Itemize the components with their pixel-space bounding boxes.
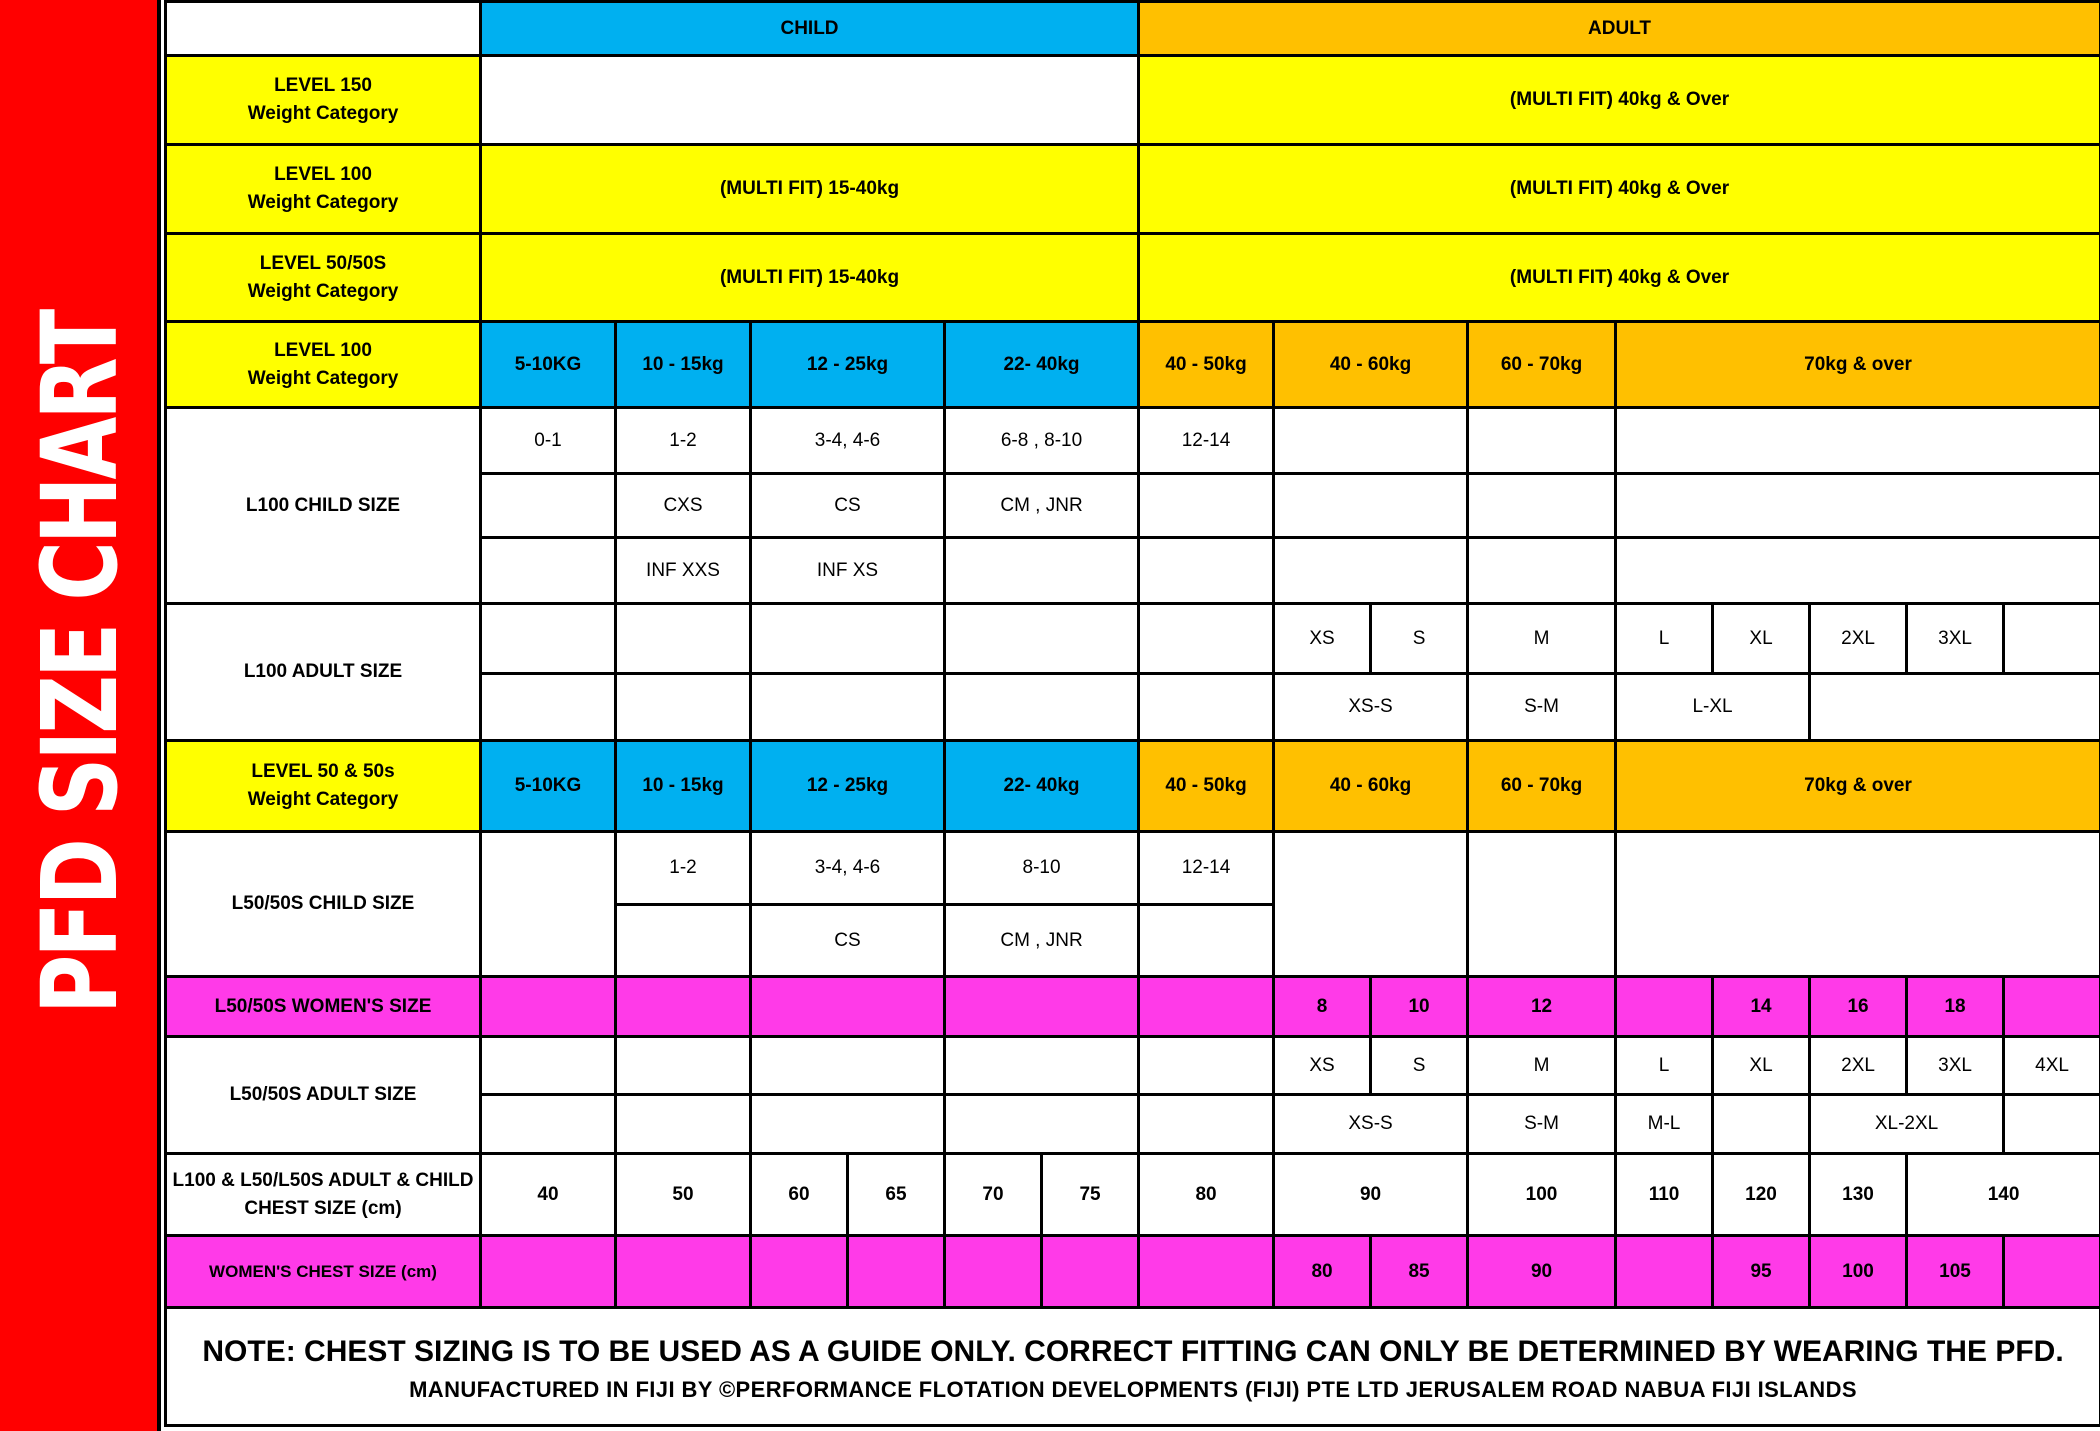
level50-weight-row	[166, 741, 2100, 832]
empty-cell	[1616, 832, 2100, 977]
empty-cell	[751, 1095, 945, 1154]
empty-cell	[616, 1095, 751, 1154]
size-cell: CS	[751, 474, 945, 538]
size-cell: CS	[751, 905, 945, 977]
empty-cell	[616, 1037, 751, 1095]
empty-cell	[481, 604, 616, 674]
level100-multi-child: (MULTI FIT) 15-40kg	[481, 145, 1139, 234]
empty-cell	[2004, 1236, 2100, 1308]
l100-adult-row-1	[166, 604, 2100, 674]
size-cell: XL	[1713, 604, 1810, 674]
chest-cell: 75	[1042, 1154, 1139, 1236]
empty-cell	[481, 474, 616, 538]
size-cell: S-M	[1468, 674, 1616, 741]
level100-multi-adult: (MULTI FIT) 40kg & Over	[1139, 145, 2100, 234]
women-chest-cell: 100	[1810, 1236, 1907, 1308]
level50-multi-row	[166, 234, 2100, 322]
empty-cell	[751, 674, 945, 741]
l50-child-label: L50/50S CHILD SIZE	[166, 832, 481, 977]
empty-cell	[1616, 408, 2100, 474]
empty-cell	[1616, 977, 1713, 1037]
size-cell: 2XL	[1810, 1037, 1907, 1095]
women-chest-cell: 90	[1468, 1236, 1616, 1308]
empty-cell	[848, 1236, 945, 1308]
chest-cell: 120	[1713, 1154, 1810, 1236]
empty-cell	[945, 1095, 1139, 1154]
empty-cell	[945, 538, 1139, 604]
empty-cell	[751, 1236, 848, 1308]
note-line-2: MANUFACTURED IN FIJI BY ©PERFORMANCE FLOTATION DEVELOPMENTS (FIJI) PTE LTD JERUSALEM ROAD NABUA FIJI ISLANDS	[409, 1376, 1857, 1402]
weight-cell: 5-10KG	[481, 322, 616, 408]
l100-child-label: L100 CHILD SIZE	[166, 408, 481, 604]
empty-cell	[481, 674, 616, 741]
l50-adult-row-1	[166, 1037, 2100, 1095]
empty-cell	[616, 977, 751, 1037]
chest-cell: 80	[1139, 1154, 1274, 1236]
level50-multi-label: LEVEL 50/50S Weight Category	[166, 234, 481, 322]
level150-child	[481, 56, 1139, 145]
header-corner	[166, 2, 481, 56]
empty-cell	[1139, 977, 1274, 1037]
size-cell: INF XS	[751, 538, 945, 604]
weight-cell: 10 - 15kg	[616, 741, 751, 832]
chest-cell: 50	[616, 1154, 751, 1236]
chest-cell: 70	[945, 1154, 1042, 1236]
level50-multi-adult: (MULTI FIT) 40kg & Over	[1139, 234, 2100, 322]
size-cell: 12-14	[1139, 832, 1274, 905]
size-cell: 2XL	[1810, 604, 1907, 674]
weight-cell: 22- 40kg	[945, 741, 1139, 832]
chest-cell: 110	[1616, 1154, 1713, 1236]
level100-weight-row	[166, 322, 2100, 408]
weight-cell: 22- 40kg	[945, 322, 1139, 408]
size-cell: M	[1468, 1037, 1616, 1095]
empty-cell	[616, 1236, 751, 1308]
empty-cell	[2004, 977, 2100, 1037]
size-cell: S	[1371, 604, 1468, 674]
women-chest-cell: 80	[1274, 1236, 1371, 1308]
women-chest-label: WOMEN'S CHEST SIZE (cm)	[166, 1236, 481, 1308]
chest-cell: 40	[481, 1154, 616, 1236]
empty-cell	[616, 905, 751, 977]
size-cell: CXS	[616, 474, 751, 538]
empty-cell	[1468, 408, 1616, 474]
size-cell: M	[1468, 604, 1616, 674]
empty-cell	[1139, 1095, 1274, 1154]
size-cell: 4XL	[2004, 1037, 2100, 1095]
l50-women-label: L50/50S WOMEN'S SIZE	[166, 977, 481, 1037]
empty-cell	[751, 1037, 945, 1095]
empty-cell	[1139, 1037, 1274, 1095]
level50-multi-child: (MULTI FIT) 15-40kg	[481, 234, 1139, 322]
level100-weight-label: LEVEL 100 Weight Category	[166, 322, 481, 408]
weight-cell: 60 - 70kg	[1468, 741, 1616, 832]
empty-cell	[1810, 674, 2100, 741]
l50-child-row-1	[166, 832, 2100, 905]
empty-cell	[1616, 538, 2100, 604]
women-chest-row	[166, 1236, 2100, 1308]
weight-cell: 5-10KG	[481, 741, 616, 832]
empty-cell	[2004, 1095, 2100, 1154]
level100-multi-row	[166, 145, 2100, 234]
empty-cell	[1274, 408, 1468, 474]
l50-women-row	[166, 977, 2100, 1037]
chest-cell: 65	[848, 1154, 945, 1236]
chest-label: L100 & L50/L50S ADULT & CHILD CHEST SIZE (cm)	[166, 1154, 481, 1236]
header-row	[166, 2, 2100, 56]
note-row	[166, 1308, 2100, 1426]
weight-cell: 40 - 60kg	[1274, 322, 1468, 408]
size-cell: 3-4, 4-6	[751, 408, 945, 474]
empty-cell	[945, 604, 1139, 674]
size-cell: XS	[1274, 1037, 1371, 1095]
size-cell: XL	[1713, 1037, 1810, 1095]
weight-cell: 60 - 70kg	[1468, 322, 1616, 408]
weight-cell: 12 - 25kg	[751, 741, 945, 832]
weight-cell: 12 - 25kg	[751, 322, 945, 408]
empty-cell	[1468, 832, 1616, 977]
l50-adult-label: L50/50S ADULT SIZE	[166, 1037, 481, 1154]
empty-cell	[1274, 474, 1468, 538]
empty-cell	[1713, 1095, 1810, 1154]
empty-cell	[481, 1095, 616, 1154]
empty-cell	[1139, 905, 1274, 977]
size-cell: XS	[1274, 604, 1371, 674]
chest-cell: 140	[1907, 1154, 2100, 1236]
weight-cell: 70kg & over	[1616, 322, 2100, 408]
l100-child-row-1	[166, 408, 2100, 474]
empty-cell	[481, 1037, 616, 1095]
empty-cell	[1616, 1236, 1713, 1308]
empty-cell	[616, 674, 751, 741]
empty-cell	[481, 538, 616, 604]
empty-cell	[616, 604, 751, 674]
note-cell	[166, 1308, 2100, 1426]
women-size-cell: 10	[1371, 977, 1468, 1037]
size-cell: CM , JNR	[945, 474, 1139, 538]
size-cell: 8-10	[945, 832, 1139, 905]
empty-cell	[945, 1037, 1139, 1095]
size-cell: L-XL	[1616, 674, 1810, 741]
women-size-cell: 14	[1713, 977, 1810, 1037]
empty-cell	[1468, 474, 1616, 538]
note-line-1: NOTE: CHEST SIZING IS TO BE USED AS A GUIDE ONLY. CORRECT FITTING CAN ONLY BE DETERMINED BY WEARING THE PFD.	[202, 1334, 2064, 1368]
empty-cell	[481, 1236, 616, 1308]
chest-cell: 60	[751, 1154, 848, 1236]
size-cell: 3-4, 4-6	[751, 832, 945, 905]
women-size-cell: 16	[1810, 977, 1907, 1037]
women-chest-cell: 85	[1371, 1236, 1468, 1308]
title-sidebar	[0, 0, 161, 1431]
chest-cell: 90	[1274, 1154, 1468, 1236]
empty-cell	[481, 832, 616, 977]
empty-cell	[1616, 474, 2100, 538]
weight-cell: 40 - 50kg	[1139, 741, 1274, 832]
child-header: CHILD	[481, 2, 1139, 56]
chest-row	[166, 1154, 2100, 1236]
women-size-cell: 18	[1907, 977, 2004, 1037]
level150-row	[166, 56, 2100, 145]
size-cell: 12-14	[1139, 408, 1274, 474]
size-table	[164, 0, 2100, 1427]
size-cell: INF XXS	[616, 538, 751, 604]
empty-cell	[945, 977, 1139, 1037]
empty-cell	[481, 977, 616, 1037]
women-size-cell: 12	[1468, 977, 1616, 1037]
empty-cell	[1139, 1236, 1274, 1308]
empty-cell	[1139, 604, 1274, 674]
empty-cell	[945, 674, 1139, 741]
chest-cell: 130	[1810, 1154, 1907, 1236]
size-cell: XS-S	[1274, 1095, 1468, 1154]
chest-cell: 100	[1468, 1154, 1616, 1236]
empty-cell	[1274, 538, 1468, 604]
size-cell: XS-S	[1274, 674, 1468, 741]
size-cell: 6-8 , 8-10	[945, 408, 1139, 474]
size-cell: S-M	[1468, 1095, 1616, 1154]
empty-cell	[945, 1236, 1042, 1308]
women-chest-cell: 105	[1907, 1236, 2004, 1308]
size-cell: S	[1371, 1037, 1468, 1095]
empty-cell	[751, 604, 945, 674]
level50-weight-label: LEVEL 50 & 50s Weight Category	[166, 741, 481, 832]
weight-cell: 70kg & over	[1616, 741, 2100, 832]
weight-cell: 10 - 15kg	[616, 322, 751, 408]
level100-multi-label: LEVEL 100 Weight Category	[166, 145, 481, 234]
empty-cell	[1139, 538, 1274, 604]
empty-cell	[1139, 674, 1274, 741]
women-size-cell: 8	[1274, 977, 1371, 1037]
size-cell: CM , JNR	[945, 905, 1139, 977]
chart-title: PFD SIZE CHART	[19, 311, 141, 1015]
size-cell: 3XL	[1907, 604, 2004, 674]
weight-cell: 40 - 50kg	[1139, 322, 1274, 408]
empty-cell	[1139, 474, 1274, 538]
adult-header: ADULT	[1139, 2, 2100, 56]
level150-label: LEVEL 150 Weight Category	[166, 56, 481, 145]
size-cell: XL-2XL	[1810, 1095, 2004, 1154]
l100-adult-label: L100 ADULT SIZE	[166, 604, 481, 741]
level150-adult: (MULTI FIT) 40kg & Over	[1139, 56, 2100, 145]
size-cell: L	[1616, 604, 1713, 674]
women-chest-cell: 95	[1713, 1236, 1810, 1308]
size-cell: 1-2	[616, 832, 751, 905]
empty-cell	[1042, 1236, 1139, 1308]
size-cell: 1-2	[616, 408, 751, 474]
size-cell: L	[1616, 1037, 1713, 1095]
empty-cell	[2004, 604, 2100, 674]
size-cell: 0-1	[481, 408, 616, 474]
size-cell: 3XL	[1907, 1037, 2004, 1095]
weight-cell: 40 - 60kg	[1274, 741, 1468, 832]
empty-cell	[1274, 832, 1468, 977]
size-cell: M-L	[1616, 1095, 1713, 1154]
empty-cell	[1468, 538, 1616, 604]
empty-cell	[751, 977, 945, 1037]
